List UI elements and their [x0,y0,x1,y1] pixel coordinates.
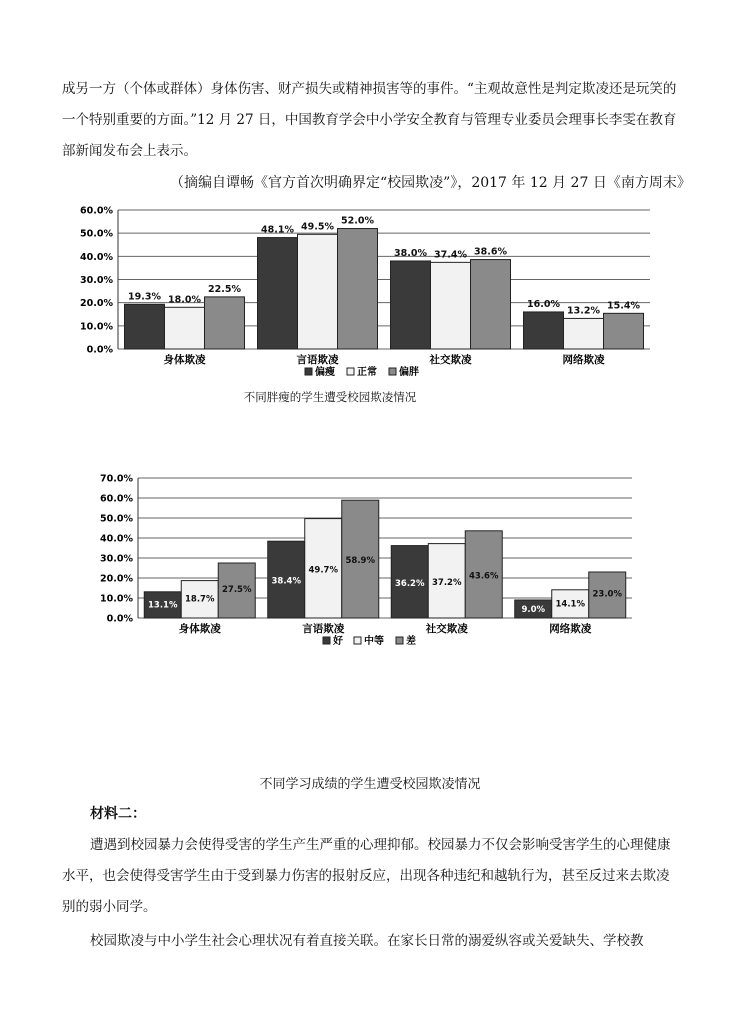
bar-偏胖-网络欺凌 [604,313,644,349]
data-label: 38.0% [394,247,427,259]
y-tick-label: 30.0% [100,553,133,565]
data-label: 18.0% [168,294,201,306]
y-tick-label: 20.0% [100,573,133,585]
bar-偏胖-言语欺凌 [338,229,378,349]
data-label: 18.7% [185,594,215,605]
data-label: 16.0% [527,298,560,310]
legend-label: 偏胖 [399,367,419,378]
legend-label: 差 [406,636,416,647]
data-label: 48.1% [261,224,294,236]
legend-swatch [389,368,396,375]
data-label: 15.4% [607,300,640,312]
chart-weight-bullying [0,200,737,390]
y-tick-label: 50.0% [80,228,113,240]
category-label: 网络欺凌 [549,623,592,635]
legend-swatch [396,637,403,644]
chart1-caption: 不同胖瘦的学生遭受校园欺凌情况 [243,390,417,404]
chart2-caption: 不同学习成绩的学生遭受校园欺凌情况 [259,777,481,792]
category-label: 身体欺凌 [178,623,221,635]
legend-swatch [305,368,312,375]
data-label: 58.9% [345,556,375,567]
category-label: 网络欺凌 [562,354,605,366]
y-tick-label: 40.0% [100,533,133,545]
data-label: 19.3% [128,291,161,303]
y-tick-label: 70.0% [100,473,133,485]
bar-偏瘦-言语欺凌 [258,238,298,349]
material2-paragraph-2: 校园欺凌与中小学生社会心理状况有着直接关联。在家长日常的溺爱纵容或关爱缺失、学校教 [90,933,644,949]
legend-label: 好 [333,636,343,647]
data-label: 37.2% [432,577,462,588]
y-tick-label: 10.0% [80,321,113,333]
bar-正常-言语欺凌 [298,234,338,349]
bar-偏胖-社交欺凌 [471,260,511,349]
y-tick-label: 50.0% [100,513,133,525]
bar-正常-网络欺凌 [564,318,604,349]
category-label: 社交欺凌 [429,354,472,366]
chart-grades-bullying [0,466,737,651]
y-tick-label: 60.0% [100,493,133,505]
category-label: 身体欺凌 [163,354,206,366]
legend-swatch [323,637,330,644]
data-label: 27.5% [222,584,252,595]
y-tick-label: 0.0% [106,613,133,625]
data-label: 43.6% [469,571,499,582]
material2-heading: 材料二： [90,806,146,822]
bar-偏瘦-社交欺凌 [391,261,431,349]
data-label: 49.7% [308,565,338,576]
legend-label: 偏瘦 [315,367,335,378]
data-label: 38.4% [271,576,301,587]
bar-偏瘦-身体欺凌 [125,304,165,349]
data-label: 14.1% [555,599,585,610]
category-label: 言语欺凌 [296,354,339,366]
legend-label: 正常 [357,367,377,378]
category-label: 言语欺凌 [302,623,345,635]
y-tick-label: 10.0% [100,593,133,605]
source-citation: （摘编自谭畅《官方首次明确界定“校园欺凌”》，2017 年 12 月 27 日《南方周末》 [170,175,691,191]
bar-偏瘦-网络欺凌 [524,312,564,349]
legend-label: 中等 [364,636,384,647]
legend-swatch [354,637,361,644]
data-label: 36.2% [395,578,425,589]
y-tick-label: 30.0% [80,275,113,286]
bar-偏胖-身体欺凌 [205,297,245,349]
data-label: 37.4% [434,249,467,261]
data-label: 49.5% [301,221,334,233]
data-label: 52.0% [341,215,374,227]
y-tick-label: 20.0% [80,298,113,310]
data-label: 38.6% [474,246,507,258]
y-tick-label: 40.0% [80,251,113,263]
bar-正常-社交欺凌 [431,262,471,349]
data-label: 9.0% [521,605,546,616]
material2-paragraph-1: 遭遇到校园暴力会使得受害的学生产生严重的心理抑郁。校园暴力不仅会影响受害学生的心理健康水平，也会使得受害学生由于受到暴力伤害的报射反应，出现各种违纪和越轨行为，甚至反过来去欺凌别的弱小同学。 [62,837,671,915]
data-label: 22.5% [208,283,241,295]
data-label: 13.1% [148,600,178,611]
y-tick-label: 60.0% [80,205,113,217]
data-label: 13.2% [567,305,600,317]
intro-paragraph: 成另一方（个体或群体）身体伤害、财产损失或精神损害等的事件。“主观故意性是判定欺凌还是玩笑的一个特别重要的方面。”12 月 27 日，中国教育学会中小学安全教育与管理专业委员会理事长李雯在教育部新闻发布会上表示。 [62,81,677,159]
legend-swatch [347,368,354,375]
y-tick-label: 0.0% [86,344,113,356]
bar-正常-身体欺凌 [165,307,205,349]
data-label: 23.0% [592,589,622,600]
category-label: 社交欺凌 [425,623,468,635]
